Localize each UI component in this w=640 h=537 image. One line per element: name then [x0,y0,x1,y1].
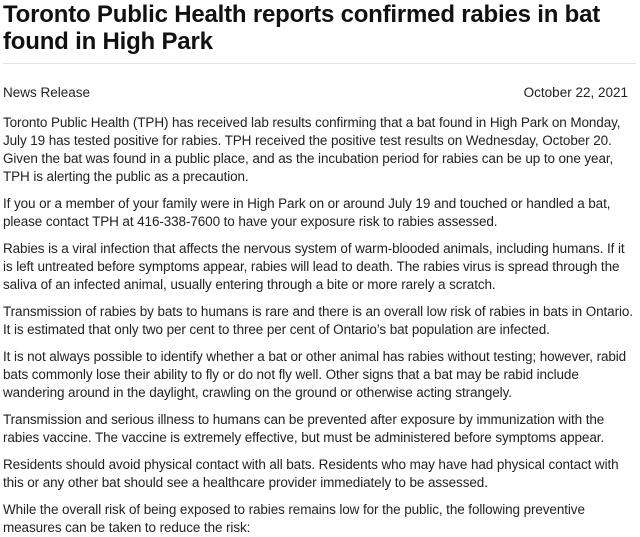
release-type-label: News Release [3,85,91,100]
paragraph: Residents should avoid physical contact with all bats. Residents who may have had physical contact with this or any other bat should see a healthcare provider immediately to be assessed. [3,457,619,490]
paragraph: Rabies is a viral infection that affects the nervous system of warm-blooded animals, including humans. If it is left untreated before symptoms appear, rabies will lead to death. The rabies virus is spread through the saliva of an infected animal, usually entering through a bite or more rarely a scratch. [3,241,625,292]
title-divider [3,63,636,64]
paragraph: It is not always possible to identify whether a bat or other animal has rabies without testing; however, rabid bats commonly lose their ability to fly or do not fly well. Other signs that a bat may be rabid include wandering around in the daylight, crawling on the ground or otherwise acting strangely. [3,349,627,400]
paragraph: Transmission and serious illness to humans can be prevented after exposure by immunization with the rabies vaccine. The vaccine is extremely effective, but must be administered before symptoms appear. [3,412,605,445]
release-date: October 22, 2021 [523,85,628,100]
paragraph: If you or a member of your family were in High Park on or around July 19 and touched or handled a bat, please contact TPH at 416-338-7600 to have your exposure risk to rabies assessed. [3,196,611,229]
release-meta [3,84,636,102]
paragraph: Toronto Public Health (TPH) has received lab results confirming that a bat found in High Park on Monday, July 19 has tested positive for rabies. TPH received the positive test results on Wednesday, October 20. Given the bat was found in a public place, and as the incubation period for rabies can be up to one year, TPH is alerting the public as a precaution. [3,115,621,184]
article-body [3,114,636,537]
paragraph: Transmission of rabies by bats to humans is rare and there is an overall low risk of rabies in bats in Ontario. It is estimated that only two per cent to three per cent of Ontario’s bat population are infected. [3,304,633,337]
page-title: Toronto Public Health reports confirmed rabies in bat found in High Park [3,1,601,55]
paragraph: While the overall risk of being exposed to rabies remains low for the public, the following preventive measures can be taken to reduce the risk: [3,502,585,535]
